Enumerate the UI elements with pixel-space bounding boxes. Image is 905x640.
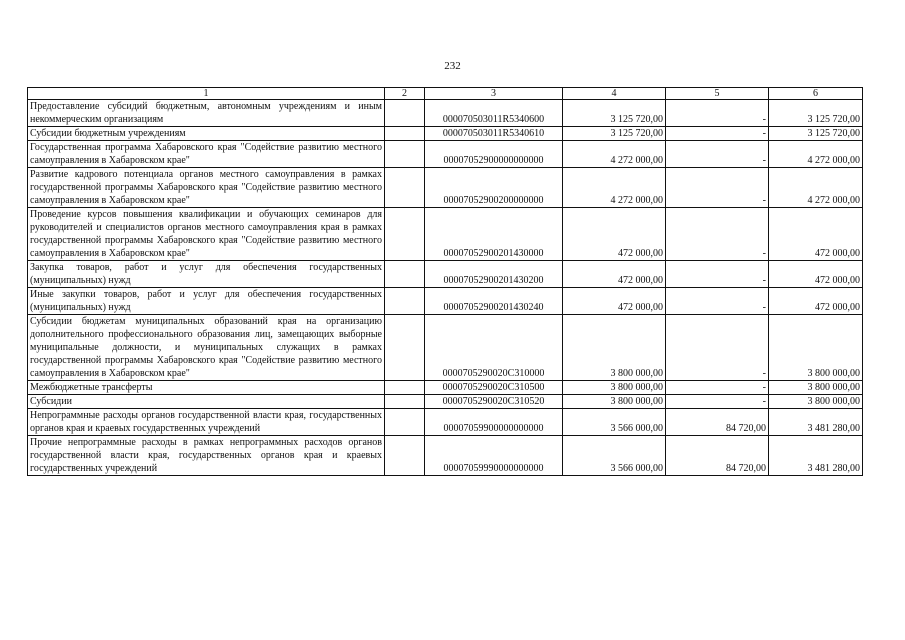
row-col4: 3 125 720,00 xyxy=(563,100,666,127)
column-header: 1 xyxy=(28,88,385,100)
row-col5: - xyxy=(666,381,769,395)
row-col6: 4 272 000,00 xyxy=(769,141,863,168)
row-code: 0000705290020C310500 xyxy=(425,381,563,395)
row-col6: 4 272 000,00 xyxy=(769,168,863,208)
column-header: 2 xyxy=(385,88,425,100)
row-col4: 3 125 720,00 xyxy=(563,127,666,141)
row-col2 xyxy=(385,436,425,476)
row-code: 0000705290020C310520 xyxy=(425,395,563,409)
row-code: 00007052900201430000 xyxy=(425,208,563,261)
row-code: 00007059900000000000 xyxy=(425,409,563,436)
table-row xyxy=(28,127,863,141)
row-col6: 3 481 280,00 xyxy=(769,409,863,436)
row-code: 00007052900000000000 xyxy=(425,141,563,168)
row-col4: 4 272 000,00 xyxy=(563,141,666,168)
column-header: 3 xyxy=(425,88,563,100)
table-row xyxy=(28,381,863,395)
row-col4: 3 566 000,00 xyxy=(563,436,666,476)
row-col2 xyxy=(385,100,425,127)
table-row xyxy=(28,100,863,127)
row-name: Закупка товаров, работ и услуг для обеспечения государственных (муниципальных) нужд xyxy=(28,261,385,288)
budget-table xyxy=(27,87,863,476)
row-col6: 472 000,00 xyxy=(769,288,863,315)
row-col2 xyxy=(385,288,425,315)
row-name: Проведение курсов повышения квалификации и обучающих семинаров для руководителей и специалистов органов местного самоуправления края в рамках государственной программы Хабаровского края "Содействие развитию местного самоуправления в Хабаровском крае" xyxy=(28,208,385,261)
row-code: 0000705290020C310000 xyxy=(425,315,563,381)
row-name: Субсидии бюджетам муниципальных образований края на организацию дополнительного профессионального образования лиц, замещающих выборные муниципальные должности, и муниципальных служащих в рамках государственной программы Хабаровского края "Содействие развитию местного самоуправления в Хабаровском крае" xyxy=(28,315,385,381)
row-col5: - xyxy=(666,395,769,409)
row-col4: 4 272 000,00 xyxy=(563,168,666,208)
header-row xyxy=(28,88,863,100)
row-col6: 3 125 720,00 xyxy=(769,127,863,141)
row-col6: 3 481 280,00 xyxy=(769,436,863,476)
row-col4: 472 000,00 xyxy=(563,261,666,288)
table-row xyxy=(28,436,863,476)
row-col2 xyxy=(385,208,425,261)
row-col6: 3 800 000,00 xyxy=(769,381,863,395)
row-code: 000070503011R5340600 xyxy=(425,100,563,127)
row-col5: 84 720,00 xyxy=(666,436,769,476)
row-col4: 3 800 000,00 xyxy=(563,381,666,395)
row-col6: 3 800 000,00 xyxy=(769,395,863,409)
column-header: 4 xyxy=(563,88,666,100)
row-col5: - xyxy=(666,141,769,168)
row-name: Прочие непрограммные расходы в рамках непрограммных расходов органов государственной власти края, государственных органов края и краевых государственных учреждений xyxy=(28,436,385,476)
row-col5: - xyxy=(666,168,769,208)
row-col2 xyxy=(385,141,425,168)
row-name: Субсидии xyxy=(28,395,385,409)
row-name: Государственная программа Хабаровского края "Содействие развитию местного самоуправления в Хабаровском крае" xyxy=(28,141,385,168)
row-col4: 3 800 000,00 xyxy=(563,315,666,381)
row-name: Субсидии бюджетным учреждениям xyxy=(28,127,385,141)
column-header: 6 xyxy=(769,88,863,100)
row-col2 xyxy=(385,127,425,141)
row-col4: 472 000,00 xyxy=(563,288,666,315)
row-col6: 472 000,00 xyxy=(769,261,863,288)
table-row xyxy=(28,168,863,208)
row-name: Непрограммные расходы органов государственной власти края, государственных органов края и краевых государственных учреждений xyxy=(28,409,385,436)
table-row xyxy=(28,261,863,288)
row-col2 xyxy=(385,168,425,208)
row-name: Предоставление субсидий бюджетным, автономным учреждениям и иным некоммерческим организациям xyxy=(28,100,385,127)
row-col2 xyxy=(385,409,425,436)
row-col5: 84 720,00 xyxy=(666,409,769,436)
row-col4: 472 000,00 xyxy=(563,208,666,261)
row-col5: - xyxy=(666,315,769,381)
table-row xyxy=(28,288,863,315)
table-row xyxy=(28,315,863,381)
row-name: Развитие кадрового потенциала органов местного самоуправления в рамках государственной программы Хабаровского края "Содействие развитию местного самоуправления в Хабаровском крае" xyxy=(28,168,385,208)
row-col2 xyxy=(385,381,425,395)
table-row xyxy=(28,141,863,168)
row-col6: 3 800 000,00 xyxy=(769,315,863,381)
row-col2 xyxy=(385,315,425,381)
row-code: 00007059990000000000 xyxy=(425,436,563,476)
row-code: 00007052900201430240 xyxy=(425,288,563,315)
row-code: 000070503011R5340610 xyxy=(425,127,563,141)
row-col5: - xyxy=(666,288,769,315)
row-col5: - xyxy=(666,100,769,127)
column-header: 5 xyxy=(666,88,769,100)
row-name: Межбюджетные трансферты xyxy=(28,381,385,395)
row-col4: 3 800 000,00 xyxy=(563,395,666,409)
page-number: 232 xyxy=(444,60,461,72)
table-row xyxy=(28,208,863,261)
row-col5: - xyxy=(666,127,769,141)
row-name: Иные закупки товаров, работ и услуг для обеспечения государственных (муниципальных) нужд xyxy=(28,288,385,315)
row-col5: - xyxy=(666,208,769,261)
row-col4: 3 566 000,00 xyxy=(563,409,666,436)
table-row xyxy=(28,409,863,436)
row-col6: 472 000,00 xyxy=(769,208,863,261)
row-col6: 3 125 720,00 xyxy=(769,100,863,127)
row-col2 xyxy=(385,261,425,288)
table-row xyxy=(28,395,863,409)
row-col2 xyxy=(385,395,425,409)
row-code: 00007052900200000000 xyxy=(425,168,563,208)
row-code: 00007052900201430200 xyxy=(425,261,563,288)
row-col5: - xyxy=(666,261,769,288)
